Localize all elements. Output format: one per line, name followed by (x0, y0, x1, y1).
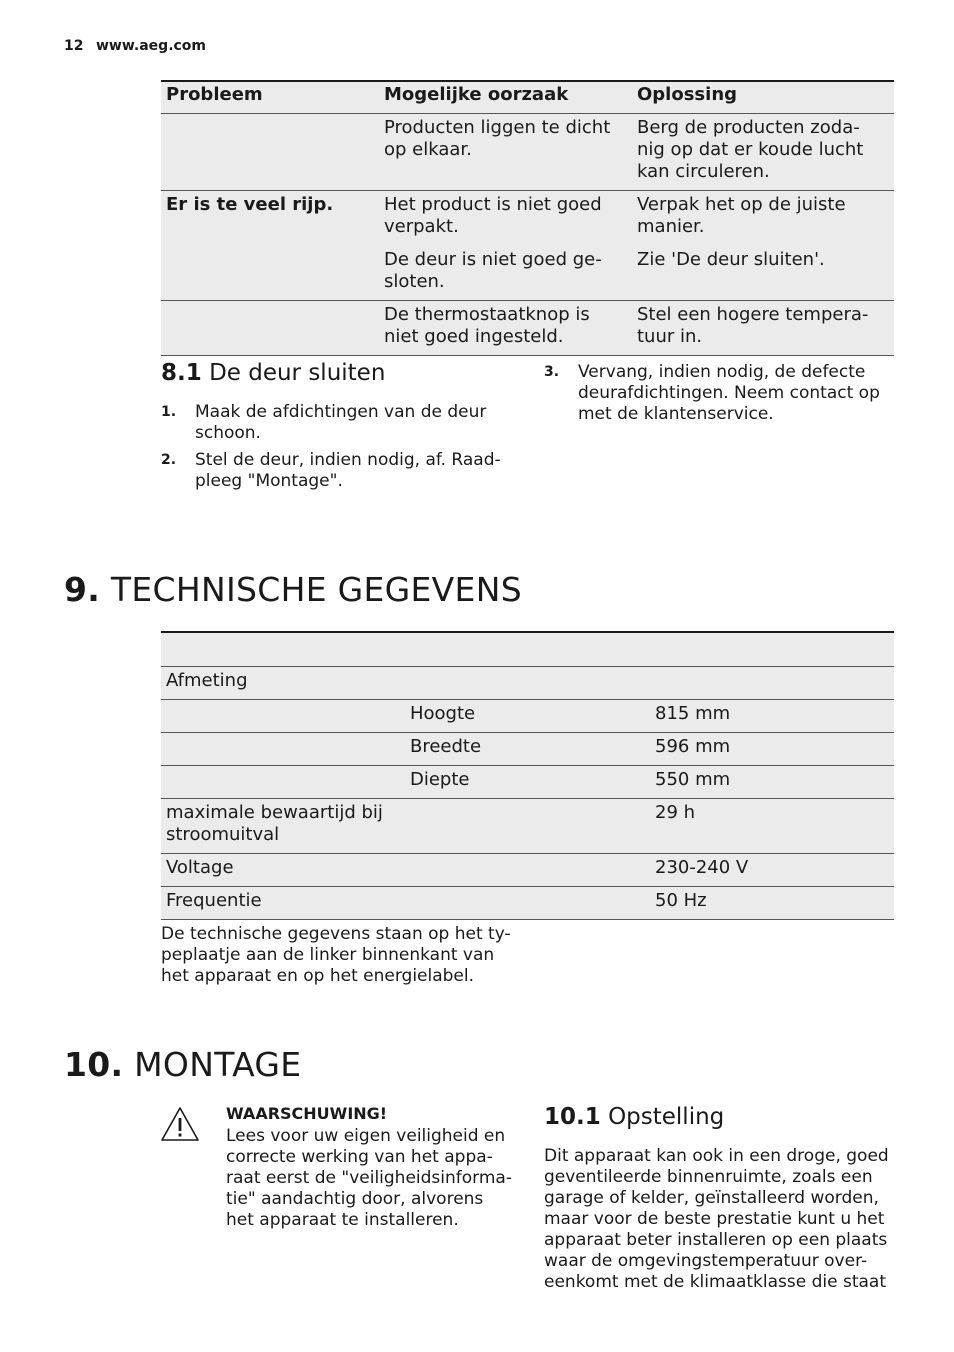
section-heading-10 (64, 1045, 301, 1084)
table-row (161, 246, 894, 301)
technical-table (161, 631, 894, 920)
table-cell (650, 632, 894, 667)
solution-line: Verpak het op de juiste (637, 194, 846, 215)
table-cell (405, 854, 650, 887)
list-item (161, 450, 521, 492)
paragraph-line: Dit apparaat kan ook in een droge, goed (544, 1146, 889, 1166)
opstelling-text (544, 1146, 900, 1293)
note-line: het apparaat en op het energielabel. (161, 966, 475, 986)
steps-list-right (544, 362, 900, 431)
spec-label-line: maximale bewaartijd bij (166, 802, 383, 823)
note-line: peplaatje aan de linker binnenkant van (161, 945, 495, 965)
page-number: 12 (64, 38, 84, 54)
step-line: Maak de afdichtingen van de deur (195, 402, 487, 422)
section-title: MONTAGE (134, 1045, 302, 1084)
table-row (161, 667, 894, 700)
table-cell (405, 632, 650, 667)
cause-cell (379, 301, 632, 356)
warning-icon (160, 1106, 200, 1142)
steps-list-left (161, 402, 521, 498)
table-header-row (161, 81, 894, 114)
table-row (161, 799, 894, 854)
column-header: Mogelijke oorzaak (379, 81, 632, 114)
cause-line: niet goed ingesteld. (384, 326, 564, 347)
cause-line: De thermostaatknop is (384, 304, 590, 325)
solution-line: Stel een hogere tempera- (637, 304, 869, 325)
dimension-value: 550 mm (650, 766, 894, 799)
table-row (161, 301, 894, 356)
note-line: De technische gegevens staan op het ty- (161, 924, 511, 944)
paragraph-line: maar voor de beste prestatie kunt u het (544, 1209, 885, 1229)
solution-line: Berg de producten zoda- (637, 117, 860, 138)
table-row (161, 766, 894, 799)
section-title: De deur sluiten (209, 360, 386, 386)
spec-label: Voltage (161, 854, 405, 887)
paragraph-line: apparaat beter installeren op een plaats (544, 1230, 888, 1250)
section-heading-9 (64, 570, 522, 609)
step-number: 1. (161, 404, 177, 420)
section-number: 10.1 (544, 1104, 601, 1130)
section-heading-8-1 (161, 360, 385, 386)
problem-cell (161, 246, 379, 301)
warning-line: raat eerst de "veiligheidsinforma- (226, 1168, 512, 1188)
problem-cell (161, 114, 379, 191)
cause-line: Het product is niet goed (384, 194, 602, 215)
table-row (161, 632, 894, 667)
spec-value: 50 Hz (650, 887, 894, 920)
table-row (161, 887, 894, 920)
table-cell (161, 766, 405, 799)
section-title: TECHNISCHE GEGEVENS (110, 570, 522, 609)
step-line: deurafdichtingen. Neem contact op (578, 383, 880, 403)
table-row (161, 191, 894, 246)
table-row (161, 733, 894, 766)
problem-table (161, 80, 894, 356)
solution-cell (632, 246, 894, 301)
dimension-name: Diepte (405, 766, 650, 799)
warning-line: het apparaat te installeren. (226, 1210, 459, 1230)
paragraph-line: waar de omgevingstemperatuur over- (544, 1251, 868, 1271)
table-cell (161, 632, 405, 667)
technical-note (161, 924, 521, 987)
dimension-label: Afmeting (161, 667, 894, 700)
step-line: Stel de deur, indien nodig, af. Raad- (195, 450, 501, 470)
spec-label: Frequentie (161, 887, 405, 920)
section-number: 8.1 (161, 360, 202, 386)
spec-value: 29 h (650, 799, 894, 854)
table-row (161, 114, 894, 191)
paragraph-line: geventileerde binnenruimte, zoals een (544, 1167, 873, 1187)
warning-line: correcte werking van het appa- (226, 1147, 493, 1167)
cause-line: De deur is niet goed ge- (384, 248, 602, 270)
problem-cell (161, 301, 379, 356)
cause-line: Producten liggen te dicht (384, 117, 611, 138)
section-title: Opstelling (608, 1104, 725, 1130)
paragraph-line: eenkomt met de klimaatklasse die staat (544, 1272, 887, 1292)
dimension-name: Hoogte (405, 700, 650, 733)
step-number: 3. (544, 364, 560, 380)
dimension-value: 596 mm (650, 733, 894, 766)
column-header: Oplossing (632, 81, 894, 114)
dimension-name: Breedte (405, 733, 650, 766)
header-url: www.aeg.com (96, 38, 207, 54)
cause-line: sloten. (384, 270, 445, 292)
cause-cell (379, 114, 632, 191)
list-item (544, 362, 900, 425)
step-line: schoon. (195, 423, 261, 443)
solution-line: nig op dat er koude lucht (637, 139, 864, 160)
warning-title: WAARSCHUWING! (226, 1104, 388, 1123)
table-cell (405, 887, 650, 920)
cause-cell (379, 246, 632, 301)
solution-line: kan circuleren. (637, 161, 770, 182)
problem-cell: Er is te veel rijp. (161, 191, 379, 246)
table-cell (161, 733, 405, 766)
table-cell (405, 799, 650, 854)
solution-cell (632, 191, 894, 246)
warning-line: tie" aandachtig door, alvorens (226, 1189, 484, 1209)
warning-line: Lees voor uw eigen veiligheid en (226, 1126, 506, 1146)
table-row (161, 700, 894, 733)
step-line: Vervang, indien nodig, de defecte (578, 362, 866, 382)
paragraph-line: garage of kelder, geïnstalleerd worden, (544, 1188, 879, 1208)
solution-line: manier. (637, 216, 705, 237)
solution-line: Zie 'De deur sluiten'. (637, 248, 825, 270)
table-cell (161, 700, 405, 733)
step-number: 2. (161, 452, 177, 468)
solution-cell (632, 114, 894, 191)
solution-cell (632, 301, 894, 356)
solution-line: tuur in. (637, 326, 703, 347)
spec-label-line: stroomuitval (166, 824, 280, 845)
section-number: 9. (64, 570, 101, 609)
column-header: Probleem (161, 81, 379, 114)
spec-value: 230-240 V (650, 854, 894, 887)
cause-line: op elkaar. (384, 139, 472, 160)
spec-label (161, 799, 405, 854)
section-heading-10-1 (544, 1104, 724, 1130)
cause-line: verpakt. (384, 216, 459, 237)
dimension-value: 815 mm (650, 700, 894, 733)
cause-cell (379, 191, 632, 246)
step-line: met de klantenservice. (578, 404, 774, 424)
warning-text (226, 1126, 526, 1231)
section-number: 10. (64, 1045, 124, 1084)
list-item (161, 402, 521, 444)
step-line: pleeg "Montage". (195, 471, 343, 491)
table-row (161, 854, 894, 887)
